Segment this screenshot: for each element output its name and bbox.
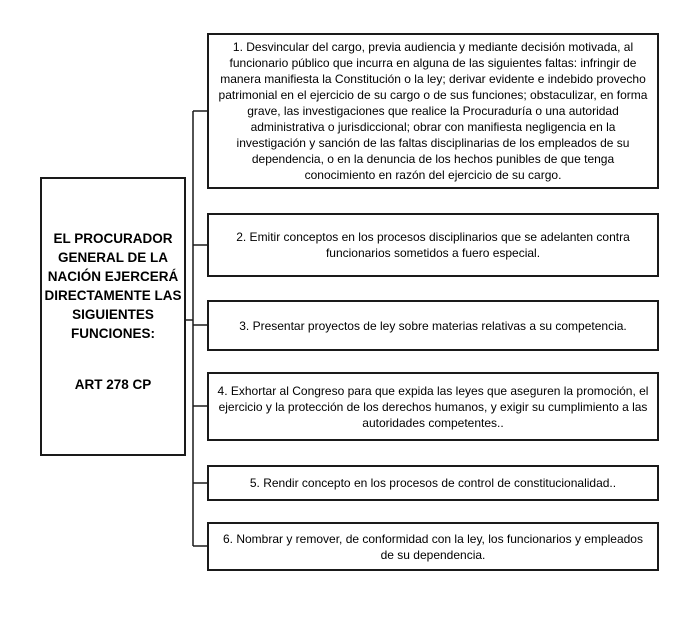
main-title: EL PROCURADOR GENERAL DE LA NACIÓN EJERCERÁ DIRECTAMENTE LAS SIGUIENTES FUNCIONES:: [44, 231, 182, 341]
function-box-4: 4. Exhortar al Congreso para que expida las leyes que aseguren la promoción, el ejercicio y la protección de los derechos humanos, y exigir su cumplimiento a las autoridades competentes..: [207, 372, 659, 441]
function-box-3: 3. Presentar proyectos de ley sobre materias relativas a su competencia.: [207, 300, 659, 351]
function-box-6: 6. Nombrar y remover, de conformidad con la ley, los funcionarios y empleados de su dependencia.: [207, 522, 659, 571]
function-box-2: 2. Emitir conceptos en los procesos disciplinarios que se adelanten contra funcionarios sometidos a fuero especial.: [207, 213, 659, 277]
function-box-5: 5. Rendir concepto en los procesos de control de constitucionalidad..: [207, 465, 659, 501]
main-concept-box: [40, 177, 186, 456]
article-reference: ART 278 CP: [74, 377, 152, 392]
function-box-1: 1. Desvincular del cargo, previa audiencia y mediante decisión motivada, al funcionario público que incurra en alguna de las siguientes faltas: infringir de manera manifiesta la Constitución o la ley; derivar evidente e indebido provecho patrimonial en el ejercicio de su cargo o de sus funciones; obstaculizar, en forma grave, las investigaciones que realice la Procuraduría o una autoridad administrativa o jurisdiccional; obrar con manifiesta negligencia en la investigación y sanción de las faltas disciplinarias de los empleados de su dependencia, o en la denuncia de los hechos punibles de que tenga conocimiento en razón del ejercicio de su cargo.: [207, 33, 659, 189]
